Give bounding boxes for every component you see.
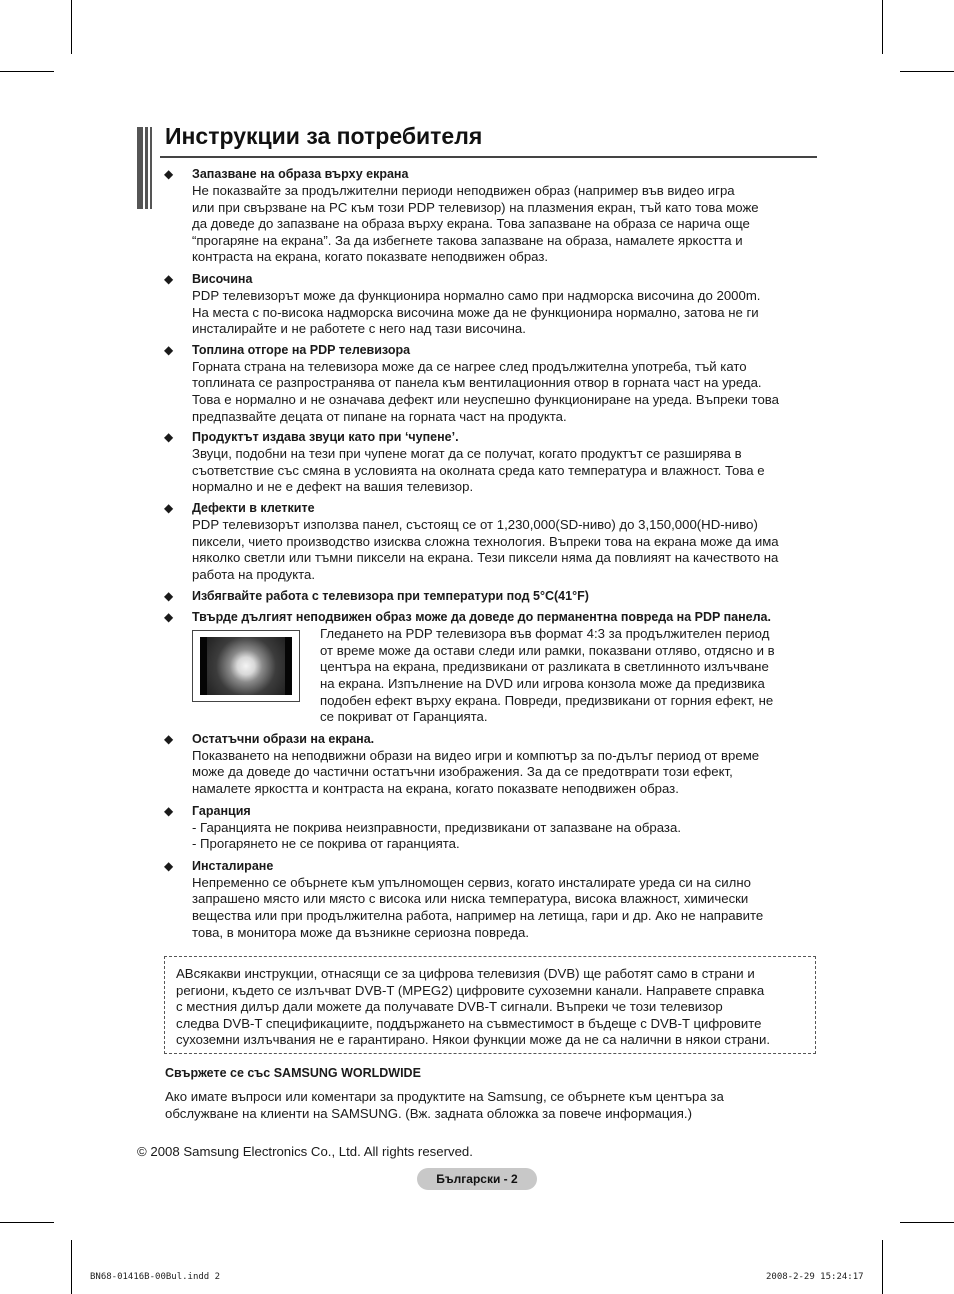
section-cell-defects: [163, 500, 823, 583]
crop-mark: [0, 1222, 54, 1223]
bullet-icon: ◆: [164, 858, 174, 873]
crop-mark: [0, 71, 54, 72]
section-title: Твърде дългият неподвижен образ може да доведе до перманентна повреда на PDP панела.: [192, 610, 771, 625]
print-file-info: BN68-01416B-00Bul.indd 2: [90, 1272, 221, 1282]
section-title: Инсталиране: [192, 858, 274, 873]
section-body: Звуци, подобни на тези при чупене могат да се получат, когато продуктът се разширява в съответствие със смяна в условията на околната среда като температура и влажност. Това е нормално и не е дефект на вашия телевизор.: [192, 446, 765, 495]
section-body: Непременно се обърнете към упълномощен сервиз, когато инсталирате уреда си на силно запрашено място или място с висока или ниска температура, висока влажност, химически вещества или при продължителна работа, например на летища, гари и др. Ако не направите това, в монитора може да възникне сериозна повреда.: [192, 874, 764, 940]
section-body: PDP телевизорът използва панел, състоящ се от 1,230,000(SD-ниво) до 3,150,000(HD-ниво) пиксели, чието производство изисква сложна технология. Въпреки това на екрана може да има няколко светли или тъмни пиксели на екрана. Тези пиксели няма да повлияят на качеството на работа на продукта.: [192, 516, 779, 582]
section-title: Запазване на образа върху екрана: [192, 167, 409, 181]
print-date-info: 2008-2-29 15:24:17: [766, 1272, 864, 1282]
section-title: Топлина отгоре на PDP телевизора: [192, 342, 411, 357]
crop-mark: [71, 0, 72, 54]
section-body: - Гаранцията не покрива неизправности, предизвикани от запазване на образа. - Прогарянето не се покрива от гаранцията.: [192, 819, 681, 852]
section-cracking-sounds: [163, 429, 823, 496]
crop-mark: [900, 71, 954, 72]
section-body: Не показвайте за продължителни периоди неподвижен образ (например във видео игра или при свързване на PC към този PDP телевизор) на плазмения екран, тъй като това може да доведе до запазване на образа върху екрана. Това запазване на образа се нарича още “прогаряне на екрана”. За да избегнете такова запазване на образа, намалете яркостта и контраста на екрана, когато показвате неподвижен образ.: [192, 183, 759, 265]
contact-title: Свържете се със SAMSUNG WORLDWIDE: [165, 1066, 421, 1080]
section-title: Гаранция: [192, 803, 251, 818]
section-title: Продуктът издава звуци като при ‘чупене’.: [192, 430, 459, 445]
section-title: Дефекти в клетките: [192, 500, 315, 515]
crop-mark: [71, 1240, 72, 1294]
bullet-icon: ◆: [164, 610, 174, 625]
section-title: Избягвайте работа с телевизора при температури под 5°C(41°F): [192, 589, 589, 604]
section-afterimages: [163, 731, 823, 798]
section-image-retention: [163, 166, 823, 266]
image-text-row: [192, 626, 823, 726]
bullet-icon: ◆: [164, 342, 174, 357]
section-warranty: [163, 803, 823, 853]
crop-mark: [882, 1240, 883, 1294]
crop-mark: [882, 0, 883, 54]
section-title: Височина: [192, 271, 253, 286]
bullet-icon: ◆: [164, 167, 174, 181]
tv-screen-image: [200, 637, 292, 695]
bullet-icon: ◆: [164, 731, 174, 746]
section-installation: [163, 858, 823, 941]
section-permanent-damage: [163, 609, 823, 726]
title-rule: [160, 156, 817, 158]
copyright-text: © 2008 Samsung Electronics Co., Ltd. All rights reserved.: [137, 1144, 473, 1159]
sections-list: [163, 166, 823, 941]
section-low-temperature: [163, 588, 823, 605]
bullet-icon: ◆: [164, 500, 174, 515]
contact-body: Ако имате въпроси или коментари за продуктите на Samsung, се обърнете към центъра за обслужване на клиенти на SAMSUNG. (Вж. задната обложка за повече информация.): [165, 1089, 724, 1121]
page-number-badge: Български - 2: [417, 1168, 537, 1190]
dvb-notice-box: АВсякакви инструкции, отнасящи се за цифрова телевизия (DVB) ще работят само в страни и региони, където се излъчват DVB-T (MPEG2) цифровите сухоземни канали. Направете справка с местния дилър дали можете да получавате DVB-T сигнали. Въпреки че този телевизор следва DVB-T спецификациите, поддържането на съвместимост в бъдеще с DVB-T цифровите сухоземни излъчвания не е гарантирано. Някои функции може да не са налични в някои страни.: [164, 956, 816, 1054]
section-title: Остатъчни образи на екрана.: [192, 731, 375, 746]
section-body: Горната страна на телевизора може да се нагрее след продължителна употреба, тъй като топлината се разпространява от панела към вентилационния отвор в горната част на уреда. Това е нормално и не означава дефект или неуспешно функциониране на уреда. Въпреки това предпазвайте децата от пипане на горната част на продукта.: [192, 358, 779, 424]
bullet-icon: ◆: [164, 589, 174, 604]
bullet-icon: ◆: [164, 803, 174, 818]
section-heat: [163, 342, 823, 425]
section-body: PDP телевизорът може да функционира нормално само при надморска височина до 2000m. На места с по-висока надморска височина може да не функционира нормално, затова не ги инсталирайте и не работете с него над тази височина.: [192, 287, 761, 337]
bullet-icon: ◆: [164, 271, 174, 286]
section-body: Гледането на PDP телевизора във формат 4:3 за продължителен период от време може да остави следи или рамки, показвани отляво, отдясно и в центъра на екрана, предизвикани от разликата в светлинното излъчване на екрана. Изпълнение на DVD или игрова конзола може да предизвика подобен ефект върху екрана. Повреди, предизвикани от горния ефект, не се покриват от Гаранцията.: [320, 626, 775, 725]
section-body: Показването на неподвижни образи на видео игри и компютър за по-дълъг период от време може да доведе до частични остатъчни изображения. За да се предотврати този ефект, намалете яркостта и контраста на екрана, когато показвате неподвижен образ.: [192, 747, 760, 797]
bullet-icon: ◆: [164, 430, 174, 445]
section-altitude: [163, 271, 823, 338]
tv-illustration: [192, 630, 300, 702]
page-title: Инструкции за потребителя: [165, 123, 483, 149]
crop-mark: [900, 1222, 954, 1223]
